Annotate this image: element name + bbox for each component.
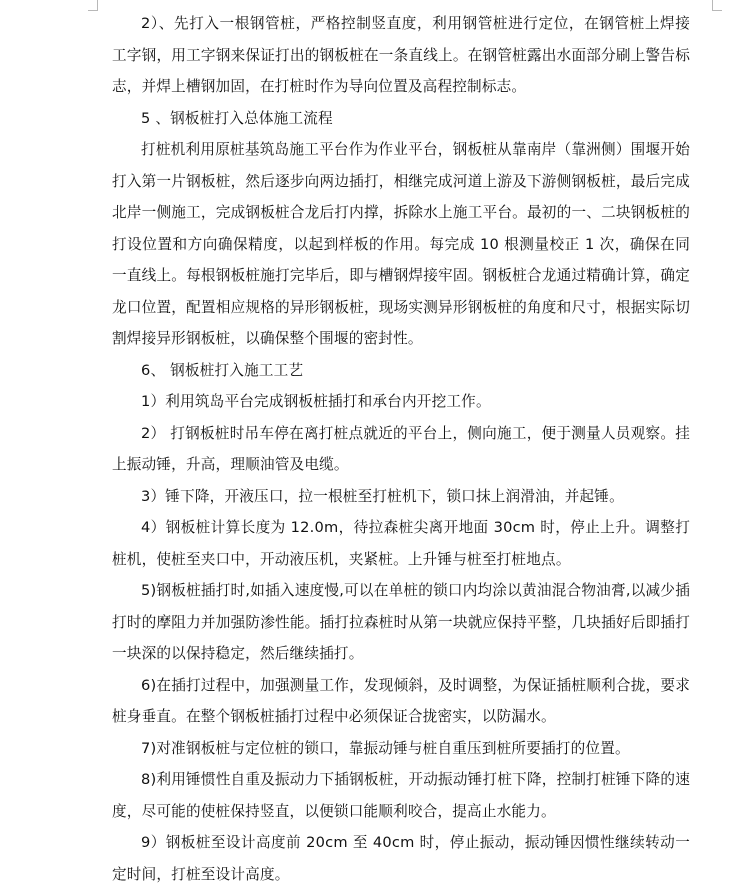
margin-corner-mark-right-h	[712, 10, 722, 11]
paragraph-item-3: 3）锤下降，开液压口，拉一根桩至打桩机下，锁口抹上润滑油，并起锤。	[141, 487, 624, 505]
paragraph-item-1: 1）利用筑岛平台完成钢板桩插打和承台内开挖工作。	[141, 393, 491, 410]
margin-corner-mark-left-h	[88, 10, 98, 11]
paragraph-step-2: 2）、先打入一根钢管桩，严格控制竖直度，利用钢管桩进行定位，在钢管桩上焊接工字钢，用工字钢来保证打出的钢板桩在一条直线上。在钢管桩露出水面部分刷上警告标志，并焊上槽钢加固，在打桩时作为导向位置及高程控制标志。	[112, 15, 690, 95]
paragraph-item-7: 7)对准钢板桩与定位桩的锁口，靠振动锤与桩自重压到桩所要插打的位置。	[141, 739, 630, 757]
margin-corner-mark-right	[712, 0, 713, 10]
paragraph-item-2: 2） 打钢板桩时吊车停在离打桩点就近的平台上，侧向施工，便于测量人员观察。挂上振动锤，升高，理顺油管及电缆。	[112, 424, 690, 473]
paragraph-item-8: 8)利用锤惯性自重及振动力下插钢板桩，开动振动锤打桩下降，控制打桩锤下降的速度，尽可能的使桩保持竖直，以便锁口能顺利咬合，提高止水能力。	[112, 771, 690, 820]
section-heading-5: 5 、钢板桩打入总体施工流程	[141, 109, 333, 127]
document-body	[112, 8, 690, 890]
paragraph-item-5: 5)钢板桩插打时,如插入速度慢,可以在单桩的锁口内均涂以黄油混合物油膏,以减少插打时的摩阻力并加强防渗性能。插打拉森桩时从第一块就应保持平整，几块插好后即插打一块深的以保持稳定，然后继续插打。	[112, 582, 690, 662]
paragraph-item-6: 6)在插打过程中，加强测量工作，发现倾斜，及时调整，为保证插桩顺利合拢，要求桩身垂直。在整个钢板桩插打过程中必须保证合拢密实，以防漏水。	[112, 676, 690, 725]
paragraph-item-4: 4）钢板桩计算长度为 12.0m，待拉森桩尖离开地面 30cm 时，停止上升。调整打桩机，使桩至夹口中，开动液压机，夹紧桩。上升锤与桩至打桩地点。	[112, 519, 690, 568]
paragraph-overall-process: 打桩机利用原桩基筑岛施工平台作为作业平台，钢板桩从靠南岸（靠洲侧）围堰开始打入第一片钢板桩，然后逐步向两边插打，相继完成河道上游及下游侧钢板桩，最后完成北岸一侧施工，完成钢板桩合龙后打内撑，拆除水上施工平台。最初的一、二块钢板桩的打设位置和方向确保精度，以起到样板的作用。每完成 10 根测量校正 1 次，确保在同一直线上。每根钢板桩施打完毕后，即与槽钢焊接牢固。钢板桩合龙通过精确计算，确定龙口位置，配置相应规格的异形钢板桩，现场实测异形钢板桩的角度和尺寸，根据实际切割焊接异形钢板桩，以确保整个围堰的密封性。	[112, 141, 690, 347]
section-heading-6: 6、 钢板桩打入施工工艺	[141, 361, 304, 379]
paragraph-item-9: 9）钢板桩至设计高度前 20cm 至 40cm 时，停止振动，振动锤因惯性继续转动一定时间，打桩至设计高度。	[112, 834, 690, 883]
margin-corner-mark-left	[97, 0, 98, 10]
